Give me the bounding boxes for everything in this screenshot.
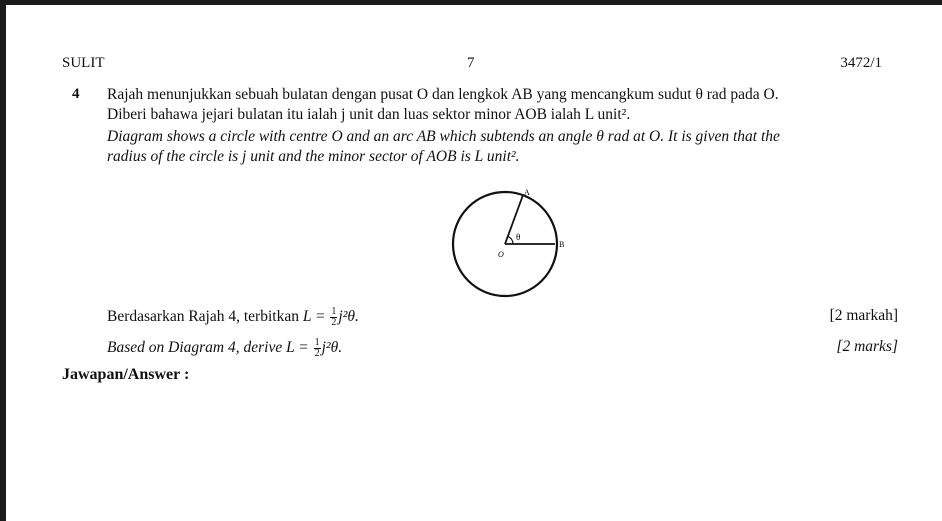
fraction-numerator-en: 1 (314, 337, 320, 348)
malay-text-line-2: Diberi bahawa jejari bulatan itu ialah j unit dan luas sektor minor AOB ialah L unit². (107, 106, 631, 123)
formula-rhs-en: j²θ. (321, 339, 343, 357)
label-o: O (498, 250, 504, 259)
formula-fraction-en (314, 338, 321, 359)
fraction-denominator: 2 (331, 317, 337, 328)
answer-label: Jawapan/Answer : (62, 366, 190, 383)
angle-arc (508, 237, 513, 245)
circle-diagram (448, 187, 568, 307)
formula-lhs: L = (302, 308, 326, 326)
formula-rhs: j²θ. (338, 308, 359, 326)
english-task (107, 338, 342, 359)
formula-fraction (330, 307, 337, 328)
malay-marks: [2 markah] (829, 307, 898, 324)
fraction-denominator-en: 2 (314, 348, 320, 359)
header-sulit: SULIT (62, 55, 105, 71)
paper-code: 3472/1 (840, 55, 882, 71)
formula-lhs-en: L = (286, 339, 309, 357)
exam-page (6, 5, 942, 521)
english-task-text: Based on Diagram 4, derive (107, 339, 283, 357)
english-text-line-1: Diagram shows a circle with centre O and an arc AB which subtends an angle θ rad at O. It is given that the (107, 128, 780, 145)
english-marks: [2 marks] (836, 338, 898, 355)
label-a: A (524, 188, 530, 197)
fraction-numerator: 1 (331, 306, 337, 317)
malay-task-text: Berdasarkan Rajah 4, terbitkan (107, 308, 299, 326)
label-b: B (559, 240, 565, 249)
label-theta: θ (516, 232, 521, 242)
malay-text-line-1: Rajah menunjukkan sebuah bulatan dengan pusat O dan lengkok AB yang mencangkum sudut θ rad pada O. (107, 86, 779, 103)
page-number: 7 (467, 55, 475, 71)
question-number: 4 (72, 86, 80, 102)
english-text-line-2: radius of the circle is j unit and the minor sector of AOB is L unit². (107, 148, 520, 165)
malay-task (107, 307, 359, 328)
